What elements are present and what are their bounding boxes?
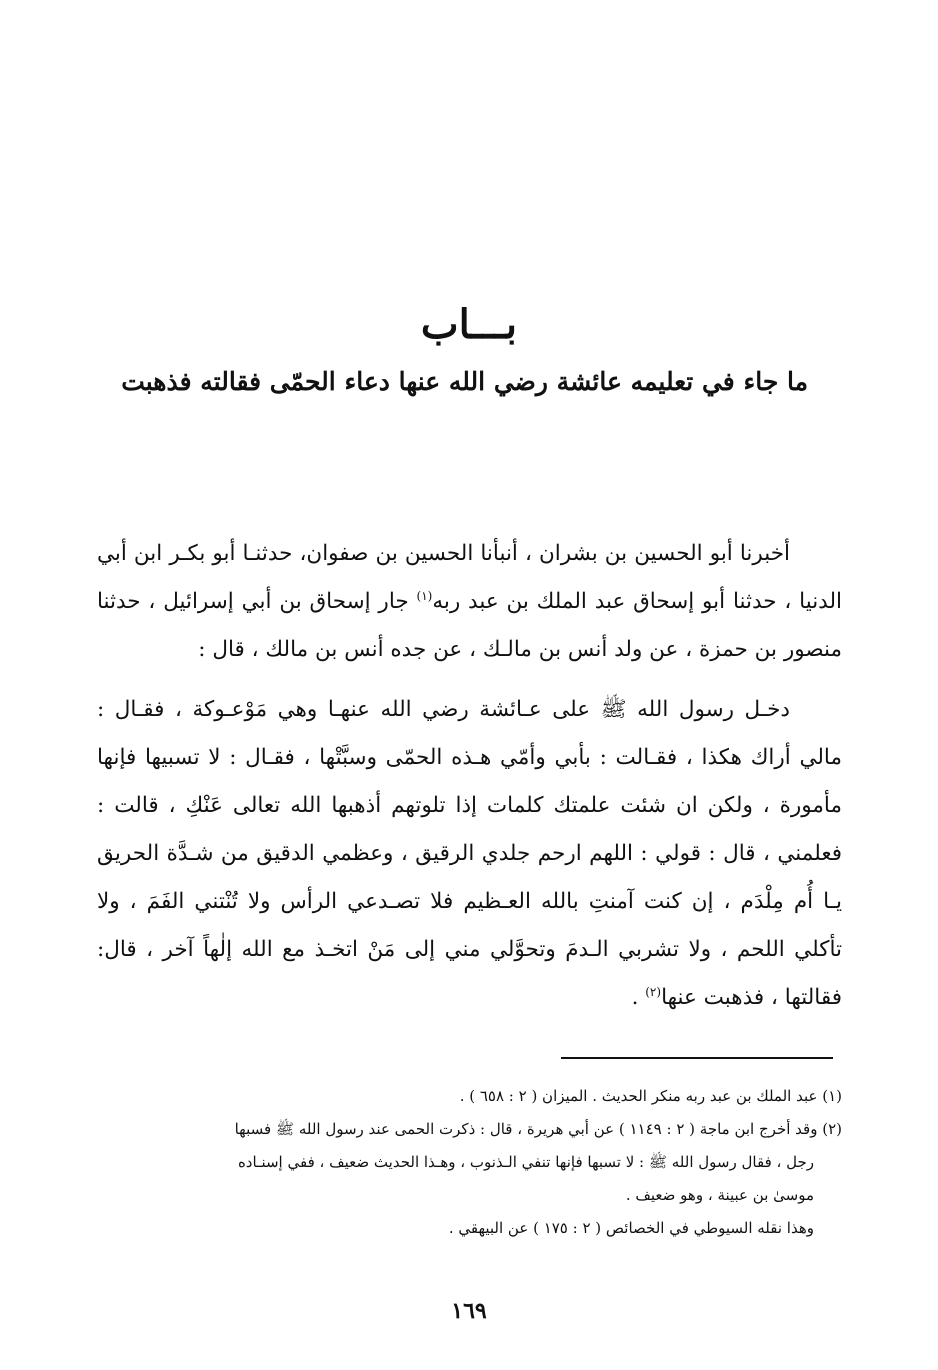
page-number: ١٦٩ (451, 1298, 487, 1324)
paragraph-isnad-text-1: أخبرنا أبو الحسين بن بشران ، أنبأنا الحسين بن صفوان، حدثنـا أبو بكـر ابن أبي الدنيا ، حدثنا أبو إسحاق عبد الملك بن عبد ربه (97, 541, 842, 614)
main-text (97, 530, 842, 1022)
paragraph-hadith-end: . (631, 985, 646, 1010)
chapter-subtitle: ما جاء في تعليمه عائشة رضي الله عنها دعاء الحمّى فقالته فذهبت (121, 367, 808, 396)
footnote-ref-1: (١) (416, 588, 433, 603)
footnote-2-line-3: موسىٰ بن عبينة ، وهو ضعيف . (625, 1186, 814, 1204)
paragraph-hadith (97, 686, 842, 1022)
paragraph-hadith-text: دخـل رسول الله ﷺ على عـائشة رضي الله عنهـا وهي مَوْعـوكة ، فقـال : مالي أراك هكذا ، فقـالت : بأبي وأمّي هـذه الحمّى وسبَّتْها ، فقـال : لا تسبيها فإنها مأمورة ، ولكن ان شئت علمتك كلمات إذا تلوتهم أذهبها الله تعالى عَنْكِ ، قالت : فعلمني ، قال : قولي : اللهم ارحم جلدي الرقيق ، وعظمي الدقيق من شـدَّة الحريق يـا أُم مِلْدَم ، إن كنت آمنتِ بالله العـظيم فلا تصـدعي الرأس ولا تُنْتني الفَمَ ، ولا تأكلي اللحم ، ولا تشربي الـدمَ وتحوَّلي مني إلى مَنْ اتخـذ مع الله إلٰهاً آخر ، قال: فقالتها ، فذهبت عنها (97, 697, 842, 1010)
footnote-2-line-1: (٢) وقد أخرج ابن ماجة ( ٢ : ١١٤٩ ) عن أبي هريرة ، قال : ذكرت الحمى عند رسول الله ﷺ فسبها (234, 1120, 842, 1138)
chapter-title: بـــاب (420, 301, 518, 348)
footnote-2-line-2: رجل ، فقال رسول الله ﷺ : لا تسبها فإنها تنفي الـذنوب ، وهـذا الحديث ضعيف ، ففي إسنـاده (237, 1153, 814, 1171)
paragraph-isnad (97, 530, 842, 674)
paragraph-isnad-text-2: جار إسحاق بن أبي إسرائيل ، حدثنا منصور بن حمزة ، عن ولد أنس بن مالـك ، عن جده أنس بن مالك ، قال : (97, 589, 842, 662)
footnote-divider (561, 1057, 833, 1059)
footnotes (97, 1080, 842, 1245)
footnote-2-line-4: وهذا نقله السيوطي في الخصائص ( ٢ : ١٧٥ ) عن البيهقي . (448, 1219, 814, 1237)
footnote-1: (١) عبد الملك بن عبد ربه منكر الحديث . الميزان ( ٢ : ٦٥٨ ) . (459, 1087, 842, 1105)
footnote-ref-2: (٢) (645, 984, 662, 999)
